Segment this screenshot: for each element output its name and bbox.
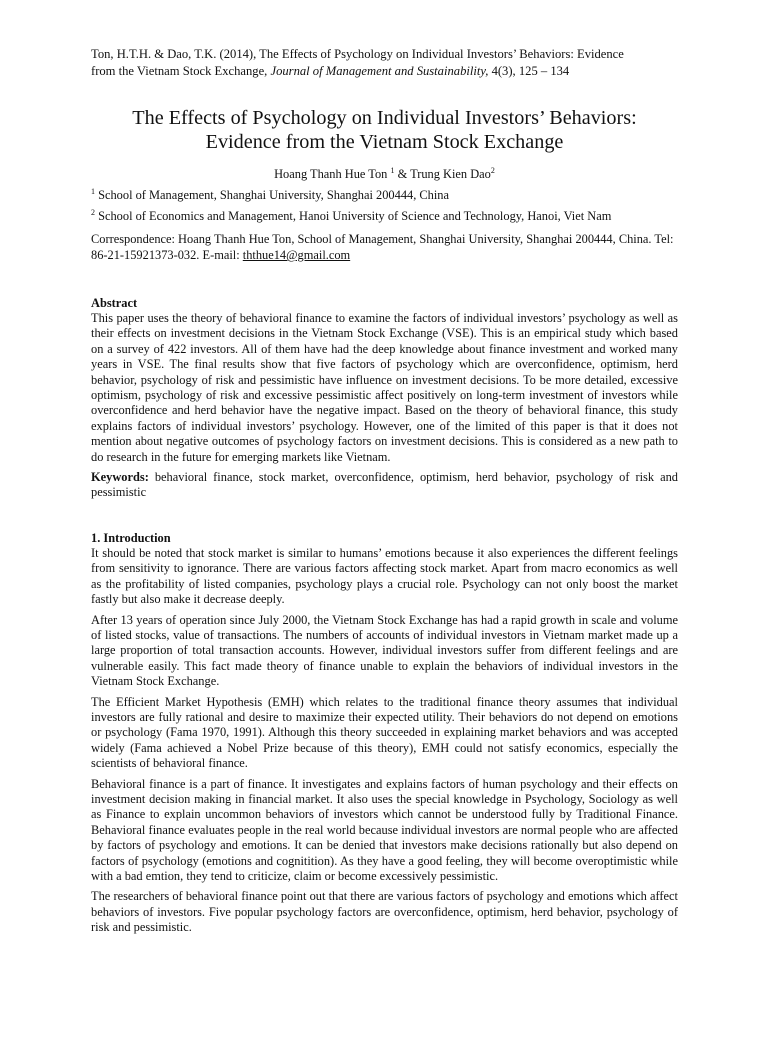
affiliation-2-text: School of Economics and Management, Hanoi University of Science and Technology, Hanoi, Viet Nam — [95, 209, 612, 223]
keywords-list: behavioral finance, stock market, overconfidence, optimism, herd behavior, psychology of risk and pessimistic — [91, 470, 678, 500]
affiliation-2 — [91, 208, 678, 224]
citation-header — [91, 46, 678, 80]
keywords — [91, 470, 678, 501]
email-link[interactable]: ththue14@gmail.com — [242, 248, 351, 262]
paper-title — [91, 106, 678, 154]
paper-page — [91, 46, 678, 936]
intro-paragraph-1: It should be noted that stock market is similar to humans’ emotions because it also experiences the different feelings from sensitivity to ignorance. There are various factors affecting stock market. Apart from macro economics as well as the profitability of listed companies, psychology plays a crucial role. Psychology can not only boost the market fastly but also make it decrease deeply. — [91, 545, 678, 607]
citation-line-2 — [91, 63, 678, 80]
citation-line-1: Ton, H.T.H. & Dao, T.K. (2014), The Effects of Psychology on Individual Investors’ Behaviors: Evidence — [91, 47, 624, 61]
correspondence-text: Correspondence: Hoang Thanh Hue Ton, School of Management, Shanghai University, Shanghai 200444, China. Tel: 86-21-15921373-032. E-mail: — [91, 232, 674, 262]
intro-paragraph-5: The researchers of behavioral finance point out that there are various factors of psychology and emotions which affect behaviors of investors. Five popular psychology factors are overconfidence, optimism, herd behavior, psychology of risk and pessimistic. — [91, 889, 678, 935]
introduction-heading: 1. Introduction — [91, 530, 171, 545]
citation-suffix: 4(3), 125 – 134 — [488, 64, 570, 78]
affiliation-2-mark: 2 — [91, 207, 95, 217]
intro-paragraph-2: After 13 years of operation since July 2000, the Vietnam Stock Exchange has had a rapid growth in scale and volume of listed stocks, value of transactions. The numbers of accounts of individual investors in Vietnam market made up a large proportion of total transaction accounts. However, individual investors suffer from different feelings and are vulnerable easily. This fact made theory of finance unable to explain the behaviors of individual investors in the Vietnam Stock Exchange. — [91, 612, 678, 689]
author-1: Hoang Thanh Hue Ton — [274, 167, 391, 181]
author-list — [91, 166, 678, 182]
author-2: & Trung Kien Dao — [394, 167, 491, 181]
correspondence — [91, 231, 678, 263]
abstract-heading: Abstract — [91, 296, 138, 310]
affiliation-1-text: School of Management, Shanghai University, Shanghai 200444, China — [95, 188, 449, 202]
intro-paragraph-4: Behavioral finance is a part of finance. It investigates and explains factors of human psychology and their effects on investment decision making in financial market. It also uses the special knowledge in Psychology, Sociology as well as Finance to explain uncommon behaviors of investors which cannot be understood fully by Traditional Finance. Behavioral finance evaluates people in the real world because individual investors are normal people who are affected by factors of psychology and emotions. It can be denied that investors make decisions rationally but also depend on factors of psychology (emotions and cognitition). As they have a good feeling, they will become overoptimistic while with a bad emtion, they tend to criticize, claim or become excessively pessimistic. — [91, 776, 678, 883]
title-line-2: Evidence from the Vietnam Stock Exchange — [205, 131, 564, 153]
affiliation-1-mark: 1 — [91, 186, 95, 196]
intro-paragraph-3: The Efficient Market Hypothesis (EMH) which relates to the traditional finance theory assumes that individual investors are fully rational and desire to maximize their expected utility. Their behaviors do not depend on emotions or psychology (Fama 1970, 1991). Although this theory succeeded in explaining market behaviors and was accepted widely (Fama achieved a Nobel Prize because of this theory), EMH could not satisfy economics, especially the scientists of behavioral finance. — [91, 694, 678, 771]
journal-name: Journal of Management and Sustainability, — [270, 64, 489, 78]
keywords-label: Keywords: — [91, 470, 149, 485]
author-2-affiliation-mark: 2 — [490, 165, 495, 175]
author-1-affiliation-mark: 1 — [390, 165, 395, 175]
affiliation-1 — [91, 187, 678, 203]
abstract-body: This paper uses the theory of behavioral finance to examine the factors of individual investors’ psychology as well as their effects on investment decisions in the Vietnam Stock Exchange (VSE). This is an empirical study which based on a survey of 422 investors. All of them have had the deep knowledge about finance investment and worked many years in VSE. The final results show that five factors of psychology which are overconfidence, optimism, herd behavior, psychology of risk and pessimistic have influence on investment decisions. To be more detailed, excessive optimism, psychology of risk and excessive pessimistic affect positively on long-term investment of investors while overconfidence and herd behavior have the negative impact. Based on the theory of behavioral finance, this study explains factors of individual investors’ psychology. However, one of the limited of this paper is that it does not mention about negative outcomes of psychology factors on investment decisions. This is considered as a new path to do research in the future for emerging markets like Vietnam. — [91, 311, 678, 464]
citation-prefix: from the Vietnam Stock Exchange, — [91, 64, 271, 78]
title-line-1: The Effects of Psychology on Individual Investors’ Behaviors: — [132, 107, 637, 129]
